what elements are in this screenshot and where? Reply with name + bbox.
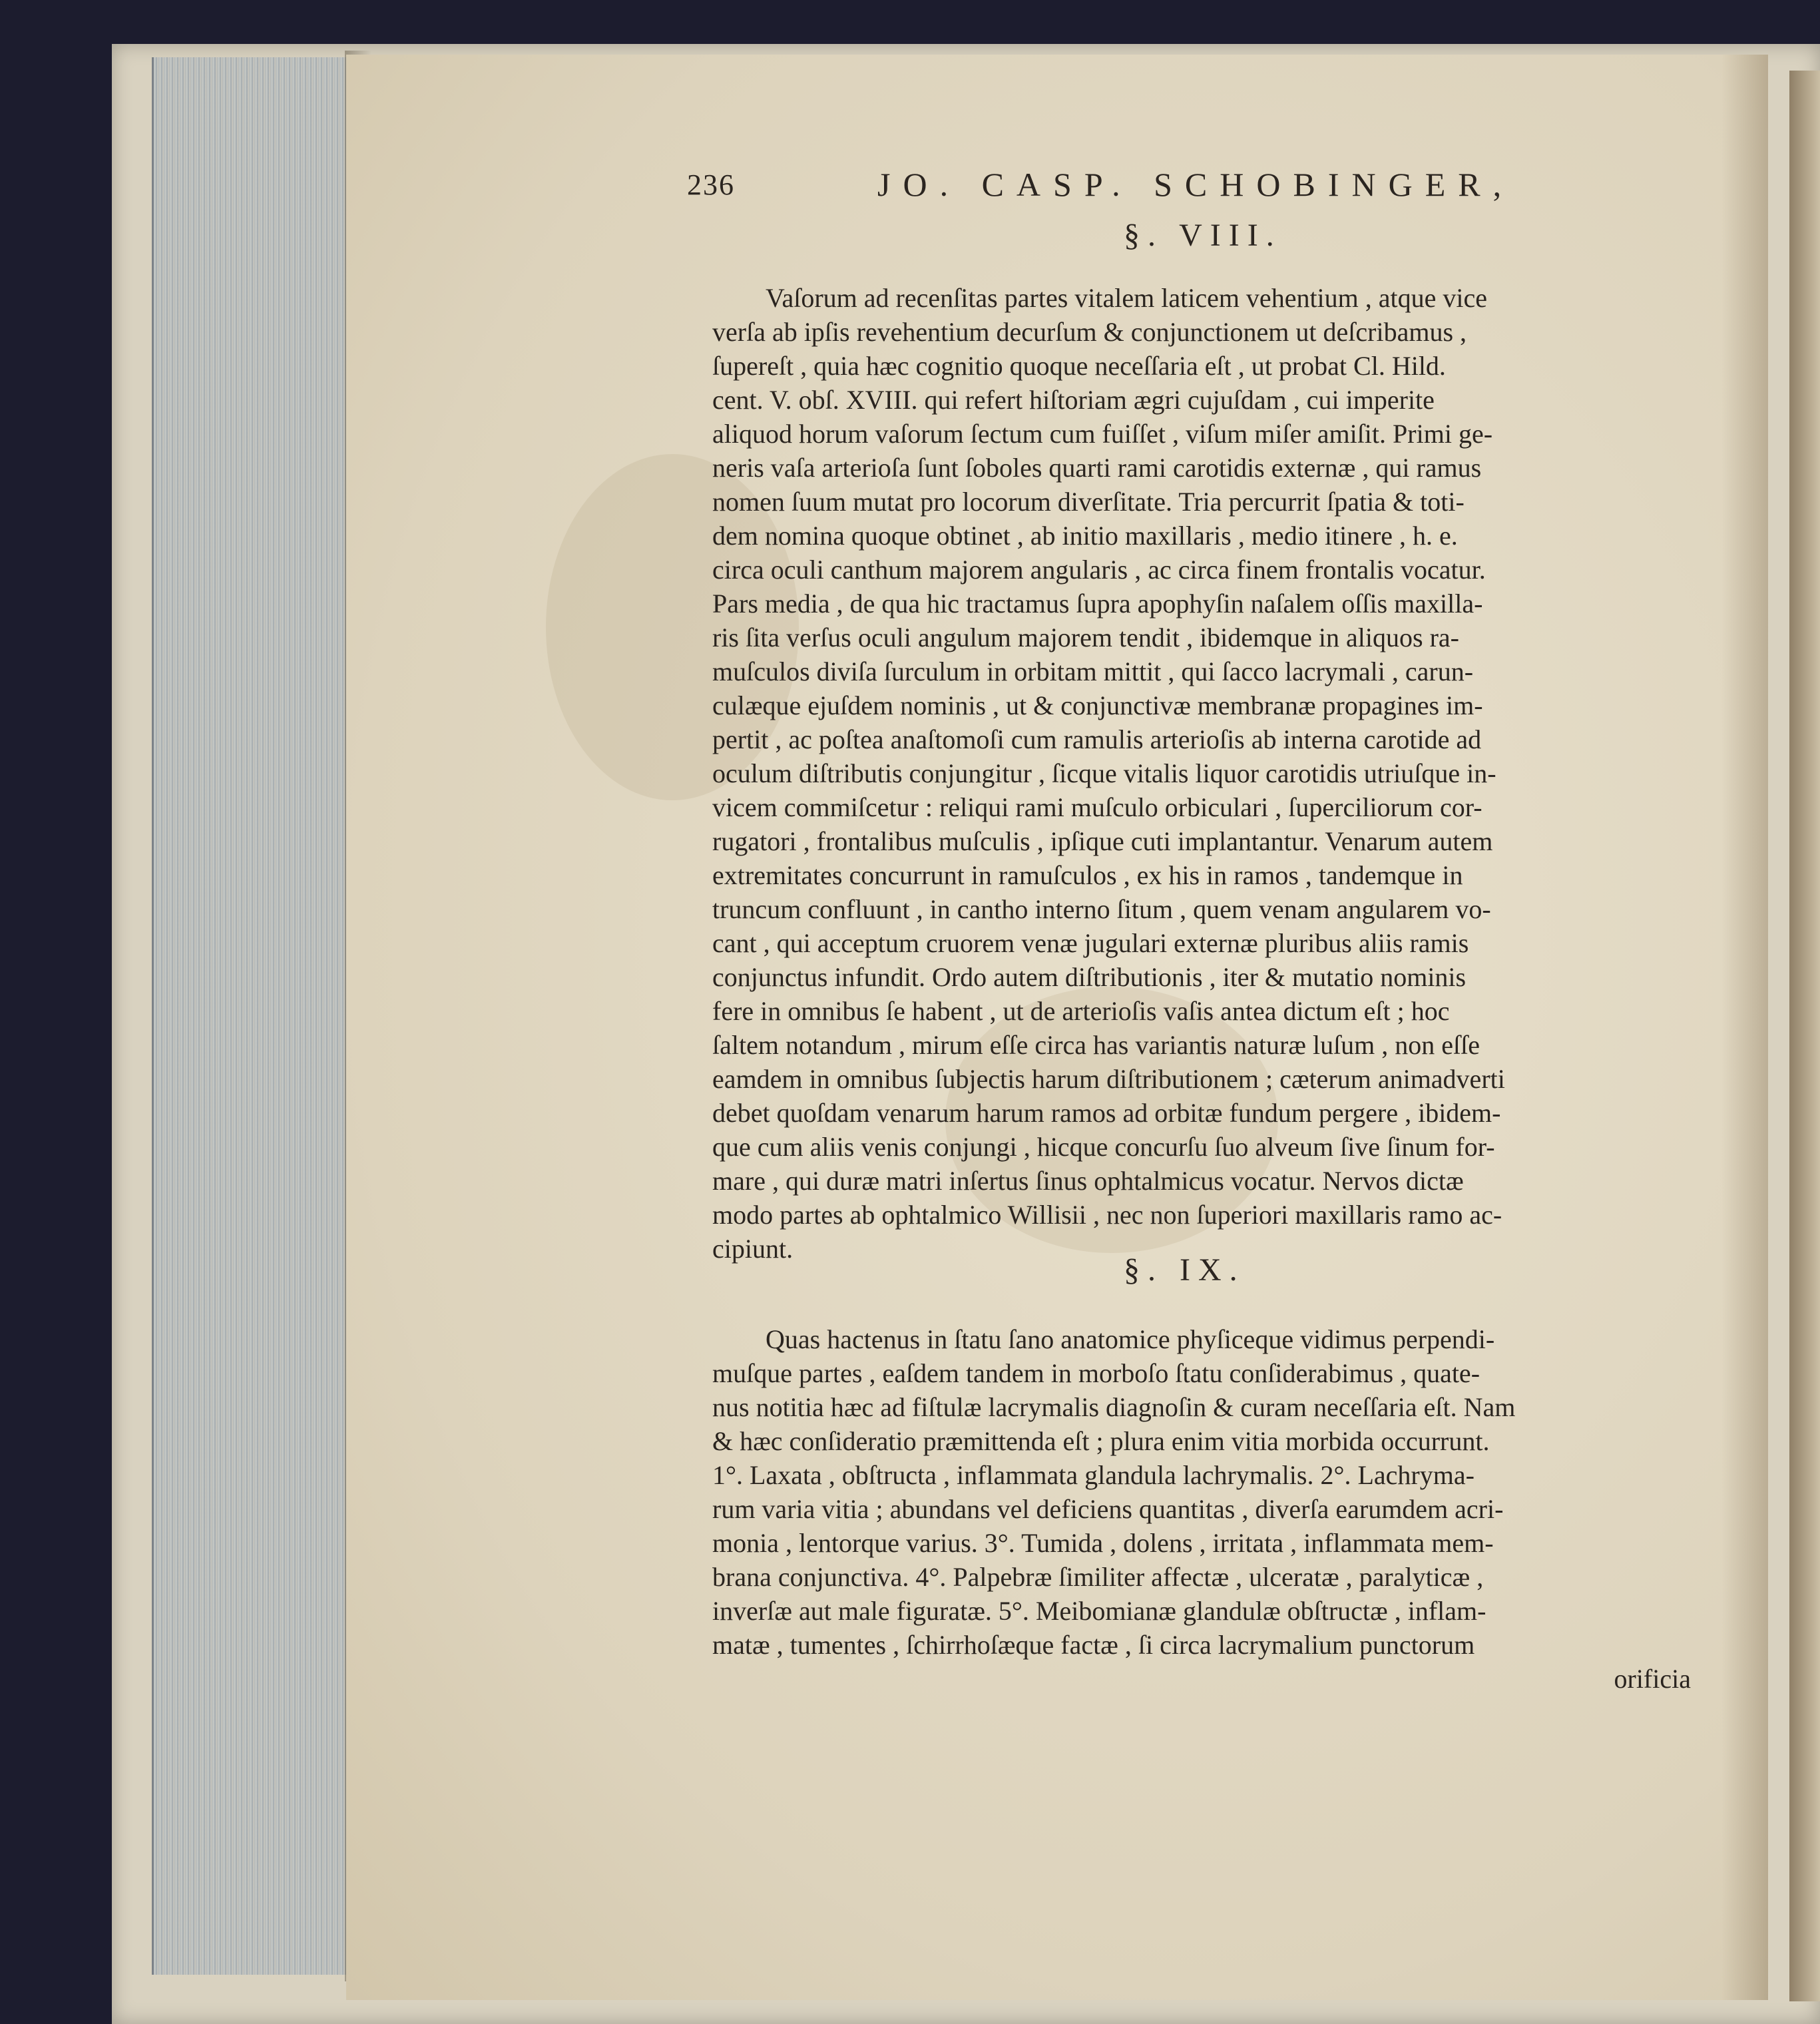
text-line: inverſæ aut male figuratæ. 5°. Meibomianæ glandulæ obſtructæ , inflam- [712,1596,1486,1626]
text-line: ſaltem notandum , mirum eſſe circa has variantis naturæ luſum , non eſſe [712,1030,1480,1060]
text-line: nus notitia hæc ad fiſtulæ lacrymalis diagnoſin & curam neceſſaria eſt. Nam [712,1392,1516,1422]
text-line: cent. V. obſ. XVIII. qui refert hiſtoriam ægri cujuſdam , cui imperite [712,385,1435,415]
page-edges [152,57,349,1975]
text-line: debet quoſdam venarum harum ramos ad orbitæ fundum pergere , ibidem- [712,1098,1501,1128]
facing-page-edge [1789,71,1820,2001]
text-line: monia , lentorque varius. 3°. Tumida , dolens , irritata , inflammata mem- [712,1528,1494,1558]
page-header [687,165,1692,218]
text-line: aliquod horum vaſorum ſectum cum fuiſſet , viſum miſer amiſit. Primi ge- [712,419,1493,449]
text-line: 1°. Laxata , obſtructa , inflammata glandula lachrymalis. 2°. Lachryma- [712,1460,1475,1490]
text-line: fere in omnibus ſe habent , ut de arterioſis vaſis antea dictum eſt ; hoc [712,996,1450,1026]
text-line: Vaſorum ad recenſitas partes vitalem laticem vehentium , atque vice [766,283,1488,313]
text-line: circa oculi canthum majorem angularis , ac circa finem frontalis vocatur. [712,555,1486,585]
page-number: 236 [687,168,735,201]
text-line: oculum diſtributis conjungitur , ſicque vitalis liquor carotidis utriuſque in- [712,758,1496,788]
catchword-block [712,1662,1691,1696]
text-line: neris vaſa arterioſa ſunt ſoboles quarti rami carotidis externæ , qui ramus [712,453,1482,483]
text-line: verſa ab ipſis revehentium decurſum & conjunctionem ut deſcribamus , [712,317,1467,347]
section-heading-viii: §. VIII. [1124,218,1282,253]
text-line: cipiunt. [712,1234,794,1264]
text-line: extremitates concurrunt in ramuſculos , ex his in ramos , tandemque in [712,860,1463,890]
text-line: eamdem in omnibus ſubjectis harum diſtributionem ; cæterum animadverti [712,1064,1505,1094]
section-viii-body [712,281,1691,1266]
text-line: & hæc conſideratio præmittenda eſt ; plura enim vitia morbida occurrunt. [712,1426,1490,1456]
text-line: Quas hactenus in ſtatu ſano anatomice phyſiceque vidimus perpendi- [766,1324,1495,1354]
text-line: ſupereſt , quia hæc cognitio quoque neceſſaria eſt , ut probat Cl. Hild. [712,351,1446,381]
text-line: rugatori , frontalibus muſculis , ipſique cuti implantantur. Venarum autem [712,826,1493,856]
text-line: truncum confluunt , in cantho interno ſitum , quem venam angularem vo- [712,894,1491,924]
text-line: cant , qui acceptum cruorem venæ jugulari externæ pluribus aliis ramis [712,928,1469,958]
text-line: culæque ejuſdem nominis , ut & conjunctivæ membranæ propagines im- [712,690,1483,720]
text-line: dem nomina quoque obtinet , ab initio maxillaris , medio itinere , h. e. [712,521,1458,551]
text-line: mare , qui duræ matri inſertus ſinus ophtalmicus vocatur. Nervos dictæ [712,1166,1464,1196]
text-line: modo partes ab ophtalmico Willisii , nec non ſuperiori maxillaris ramo ac- [712,1200,1502,1230]
catchword: orificia [1614,1664,1691,1694]
running-head: JO. CASP. SCHOBINGER, [877,166,1514,203]
text-line: brana conjunctiva. 4°. Palpebræ ſimiliter affectæ , ulceratæ , paralyticæ , [712,1562,1484,1592]
text-line: vicem commiſcetur : reliqui rami muſculo orbiculari , ſuperciliorum cor- [712,792,1482,822]
text-line: pertit , ac poſtea anaſtomoſi cum ramulis arterioſis ab interna carotide ad [712,724,1482,754]
text-line: conjunctus infundit. Ordo autem diſtributionis , iter & mutatio nominis [712,962,1467,992]
text-line: que cum aliis venis conjungi , hicque concurſu ſuo alveum ſive ſinum for- [712,1132,1495,1162]
gutter-shadow [1721,55,1768,2000]
text-line: muſculos diviſa ſurculum in orbitam mittit , qui ſacco lacrymali , carun- [712,656,1474,686]
text-line: muſque partes , eaſdem tandem in morboſo ſtatu conſiderabimus , quate- [712,1358,1480,1388]
section-ix-body [712,1322,1691,1662]
text-line: nomen ſuum mutat pro locorum diverſitate. Tria percurrit ſpatia & toti- [712,487,1465,517]
text-line: rum varia vitia ; abundans vel deficiens quantitas , diverſa earumdem acri- [712,1494,1504,1524]
text-line: matæ , tumentes , ſchirrhoſæque factæ , ſi circa lacrymalium punctorum [712,1630,1475,1660]
text-line: ris ſita verſus oculi angulum majorem tendit , ibidemque in aliquos ra- [712,623,1459,652]
text-line: Pars media , de qua hic tractamus ſupra apophyſin naſalem oſſis maxilla- [712,589,1483,619]
section-heading-ix: §. IX. [1124,1252,1246,1288]
